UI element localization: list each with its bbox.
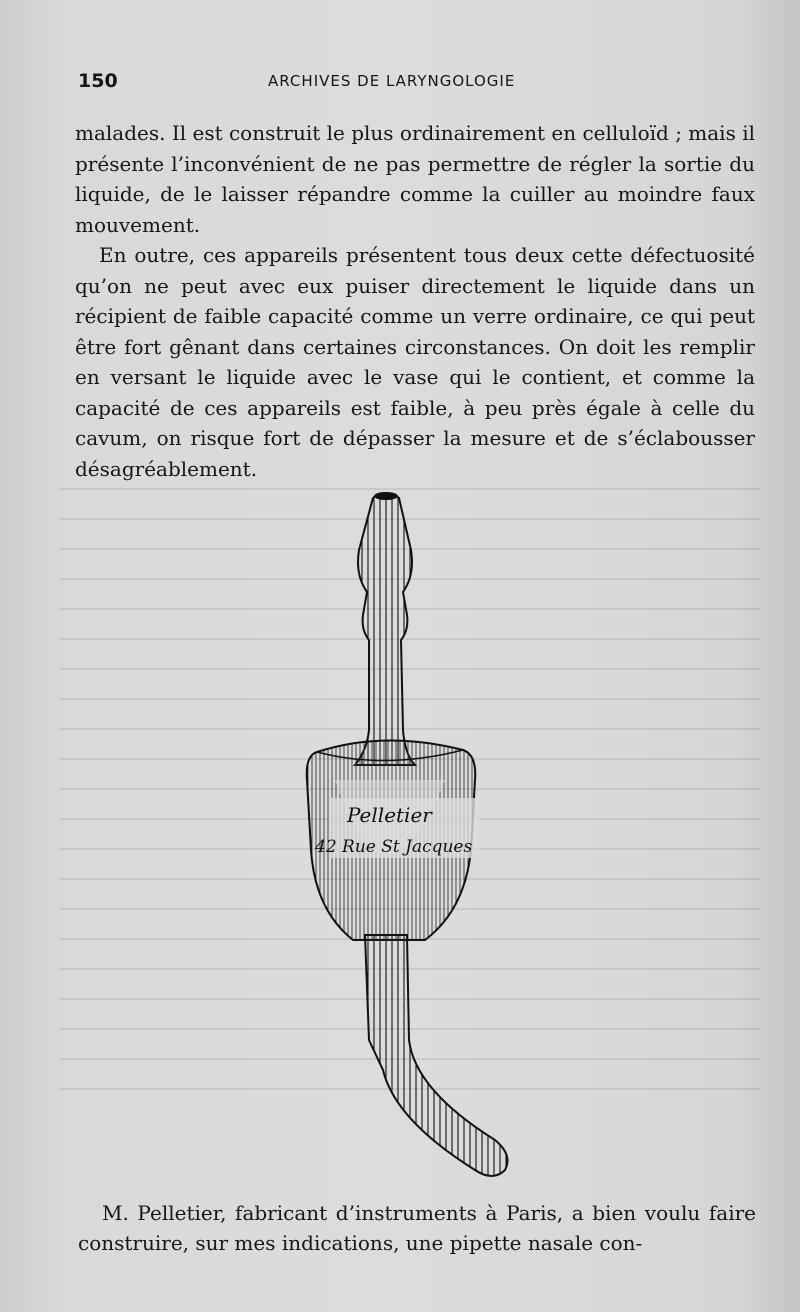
engraving-maker: Pelletier	[347, 803, 432, 827]
pipette-nozzle	[355, 493, 415, 765]
paragraph-1: malades. Il est construit le plus ordinairement en celluloïd ; mais il présente l’inconvénient de ne pas permettre de régler la sortie du liquide, de le laisser répandre comme la cuiller au moindre faux mouvement.	[75, 121, 755, 237]
pipette-illustration	[295, 480, 535, 1180]
pipette-stem	[365, 935, 507, 1176]
paragraph-3: M. Pelletier, fabricant d’instruments à Paris, a bien voulu faire construire, sur mes indications, une pipette nasale con-	[78, 1201, 756, 1255]
body-text	[75, 118, 755, 484]
page-header	[78, 70, 758, 100]
page-number: 150	[78, 70, 118, 92]
nasal-pipette-figure	[295, 480, 535, 1180]
paragraph-2: En outre, ces appareils présentent tous deux cette défectuosité qu’on ne peut avec eux puiser directement le liquide dans un récipient de faible capacité comme un verre ordinaire, ce qui peut être fort gênant dans certaines circonstances. On doit les remplir en versant le liquide avec le vase qui le contient, et comme la capacité de ces appareils est faible, à peu près égale à celle du cavum, on risque fort de dépasser la mesure et de s’éclabousser désagréablement.	[75, 243, 755, 481]
engraving-address: 42 Rue St Jacques	[315, 837, 473, 857]
bottom-text	[78, 1198, 756, 1258]
running-title: ARCHIVES DE LARYNGOLOGIE	[268, 72, 516, 90]
